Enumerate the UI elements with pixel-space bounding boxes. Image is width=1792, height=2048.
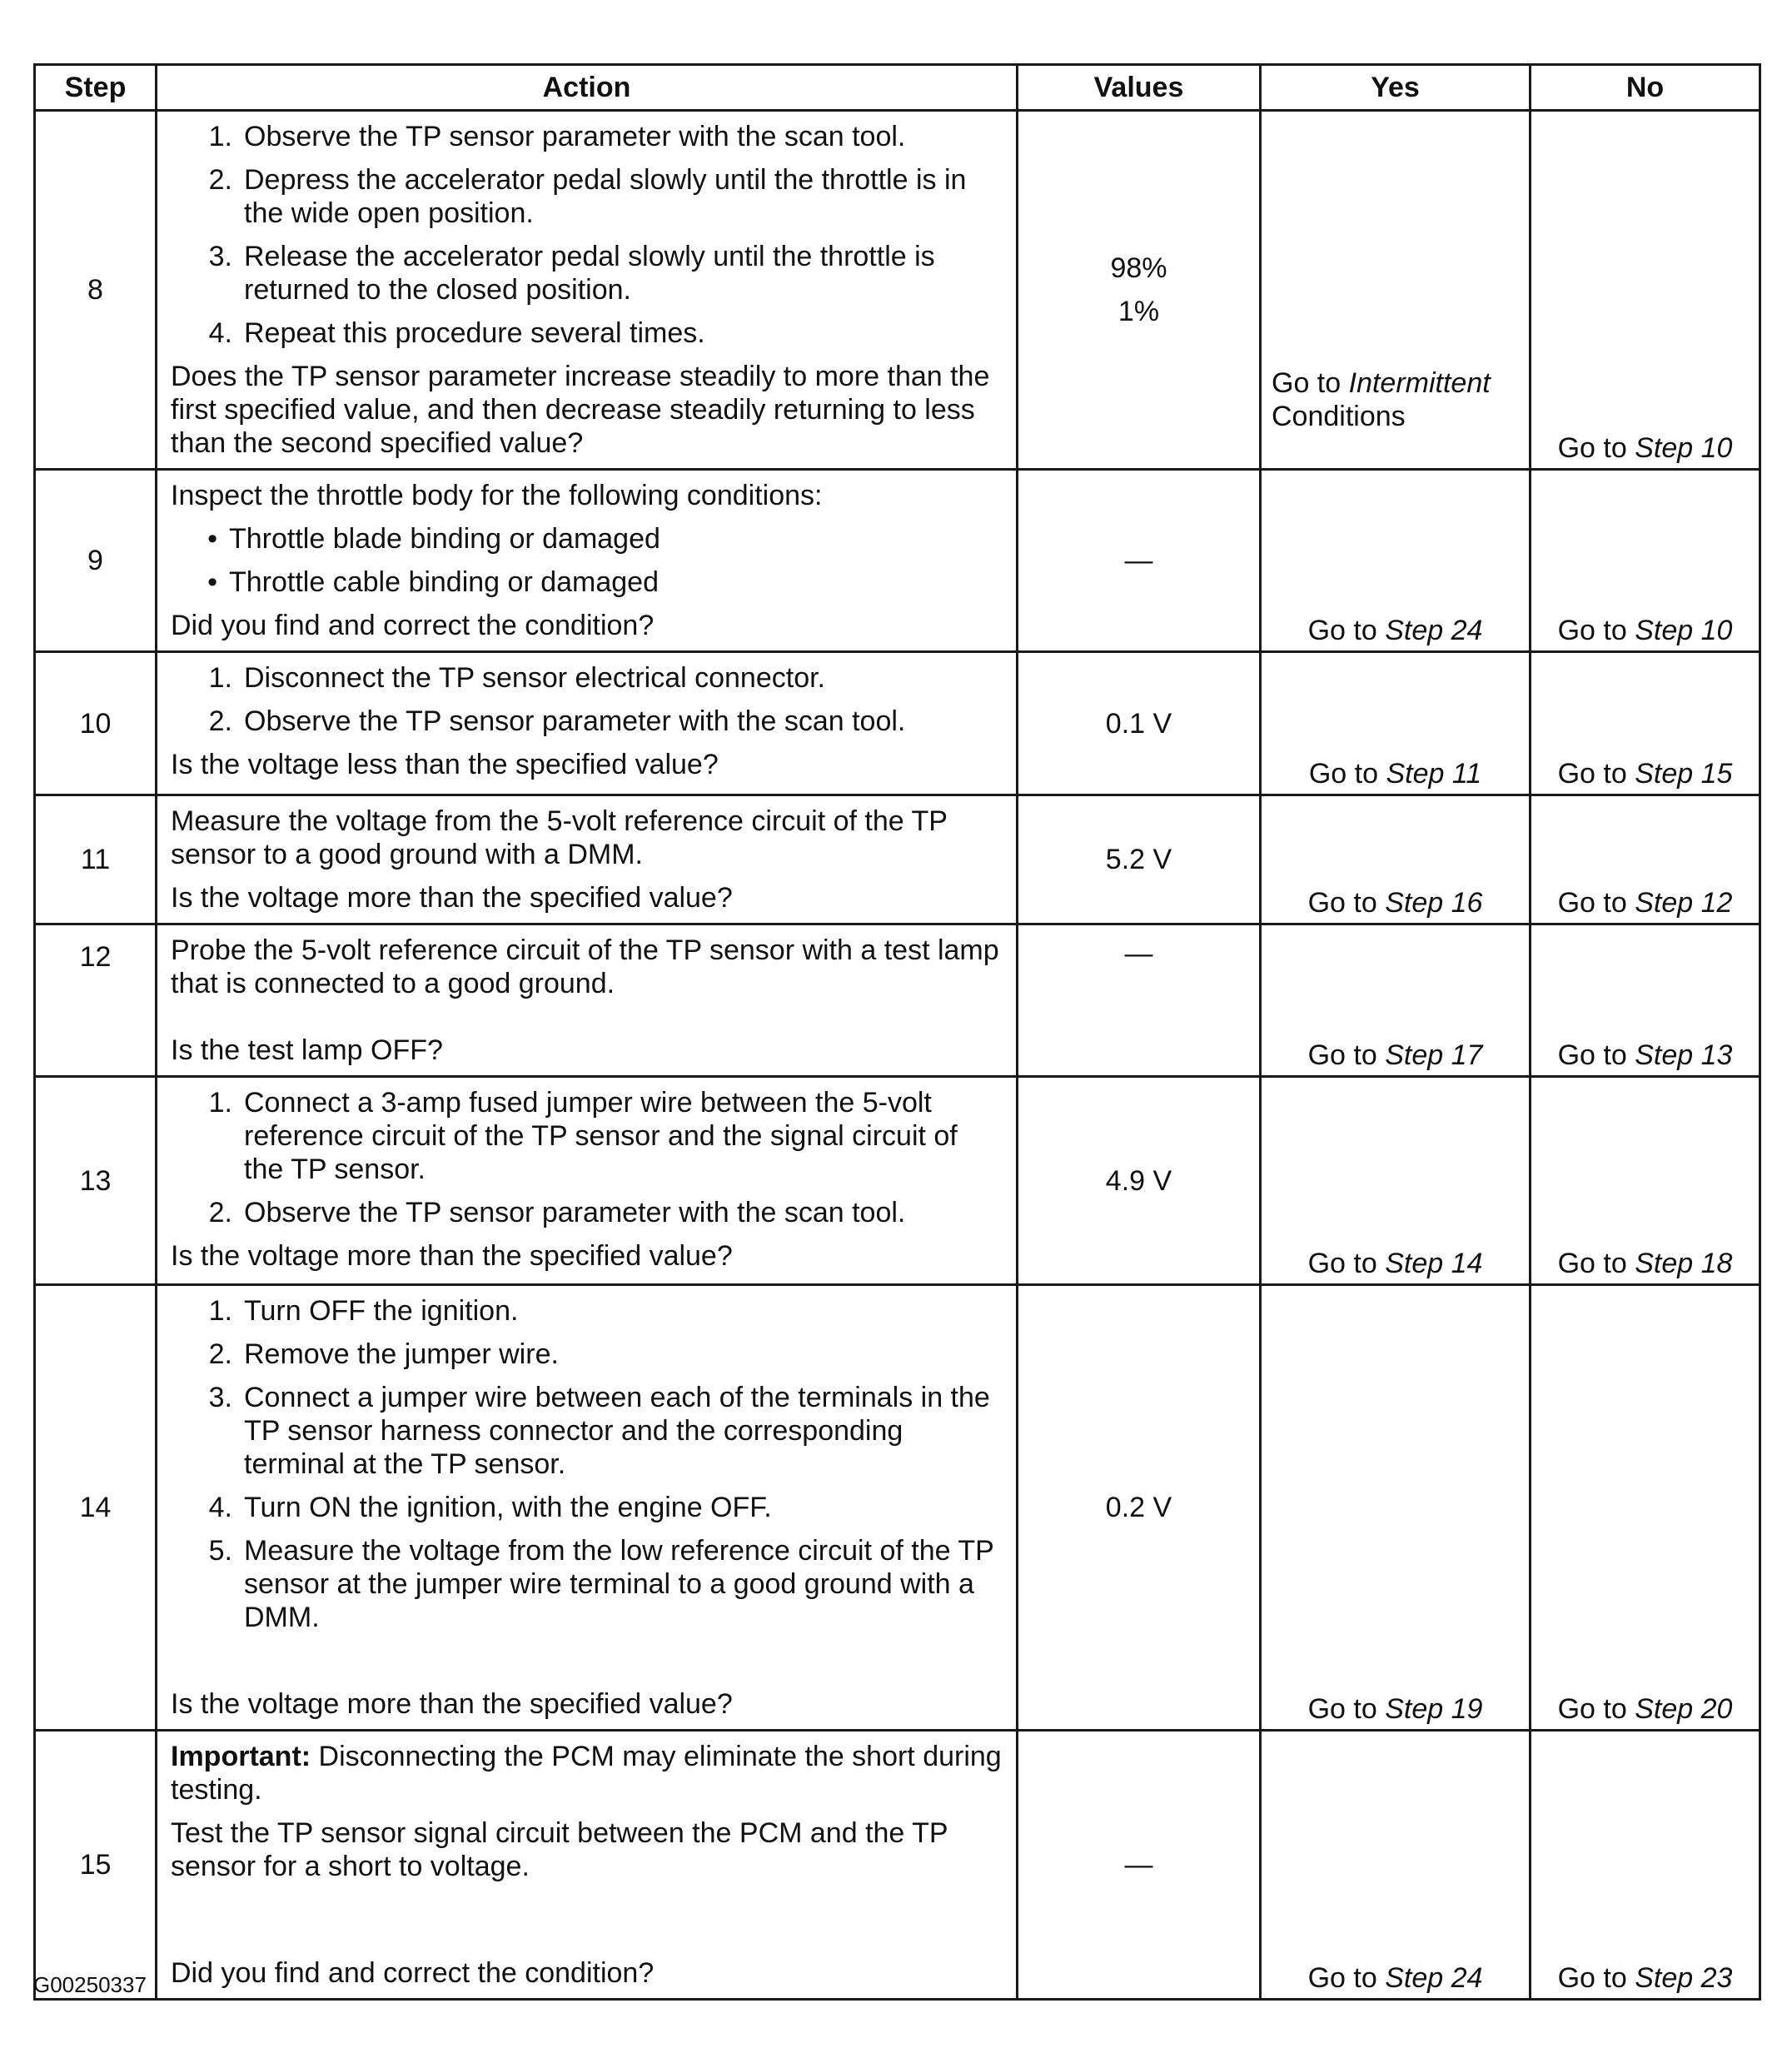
step-number: 14 [35,1285,157,1731]
list-item: 2. Observe the TP sensor parameter with the scan tool. [208,705,906,737]
instruction-text: Test the TP sensor signal circuit between the PCM and the TP sensor for a short to voltage. [171,1817,948,1882]
step-number: 13 [35,1077,157,1285]
procedure-list [171,661,1004,738]
list-item: • Throttle blade binding or damaged [171,522,1004,556]
link-step: Step 20 [1635,1693,1733,1725]
header-values: Values [1018,65,1261,111]
yes-cell: Go to Step 16 [1261,795,1531,924]
action-cell [157,924,1018,1077]
instruction-text: Measure the voltage from the 5-volt reference circuit of the TP sensor to a good ground with a DMM. [171,805,948,870]
link-step: Step 23 [1635,1962,1733,1994]
yes-cell: Go to Step 11 [1261,652,1531,795]
action-cell [157,1285,1018,1731]
intro-text: Inspect the throttle body for the following conditions: [171,480,823,511]
no-cell: Go to Step 20 [1531,1285,1760,1731]
yes-cell: Go to Step 17 [1261,924,1531,1077]
table-row [35,652,1760,795]
step-number: 15 [35,1731,157,2000]
table-row [35,1731,1760,2000]
table-row [35,924,1760,1077]
values-cell: — [1018,924,1261,1077]
question-text: Did you find and correct the condition? [171,1957,655,1989]
list-item: 2. Remove the jumper wire. [208,1338,559,1370]
link-step: Step 15 [1635,758,1733,790]
link-step: Step 13 [1635,1039,1733,1071]
action-cell [157,795,1018,924]
procedure-list [171,120,1004,350]
figure-code: G00250337 [33,1972,147,1997]
value-upper: 98% [1110,252,1167,284]
step-number: 8 [35,111,157,470]
no-cell: Go to Step 13 [1531,924,1760,1077]
list-item: 1. Disconnect the TP sensor electrical connector. [208,662,825,694]
link-step: Step 17 [1385,1039,1483,1071]
list-item: 1. Turn OFF the ignition. [208,1295,519,1327]
instruction-text: Probe the 5-volt reference circuit of the TP sensor with a test lamp that is connected to a good ground. [171,934,999,999]
question-text: Is the voltage more than the specified value? [171,1688,733,1720]
no-cell: Go to Step 12 [1531,795,1760,924]
list-item: • Throttle cable binding or damaged [171,566,1004,599]
values-cell: — [1018,470,1261,652]
action-cell [157,470,1018,652]
table-header-row [35,65,1760,111]
yes-cell: Go to Step 24 [1261,1731,1531,2000]
link-step: Step 16 [1385,887,1483,919]
no-cell: Go to Step 10 [1531,111,1760,470]
no-cell: Go to Step 23 [1531,1731,1760,2000]
question-text: Is the voltage more than the specified value? [171,1240,733,1272]
link-step: Step 10 [1635,615,1733,646]
table-row [35,111,1760,470]
list-item: 4. Turn ON the ignition, with the engine OFF. [208,1492,772,1523]
yes-cell: Go to Intermittent Conditions [1261,111,1531,470]
action-cell [157,1731,1018,2000]
condition-list [171,522,1004,599]
table-row [35,1077,1760,1285]
no-cell: Go to Step 15 [1531,652,1760,795]
step-number: 11 [35,795,157,924]
link-step: Step 18 [1635,1248,1733,1279]
action-cell [157,652,1018,795]
list-item: 2. Depress the accelerator pedal slowly until the throttle is in the wide open position. [208,164,967,229]
header-no: No [1531,65,1760,111]
header-step: Step [35,65,157,111]
no-cell: Go to Step 10 [1531,470,1760,652]
link-step: Step 24 [1385,1962,1483,1994]
table-row [35,470,1760,652]
link-step: Step 12 [1635,887,1733,919]
list-item: 4. Repeat this procedure several times. [208,317,705,349]
step-number: 9 [35,470,157,652]
values-cell: 4.9 V [1018,1077,1261,1285]
no-cell: Go to Step 18 [1531,1077,1760,1285]
diagnostic-table [33,63,1761,2001]
values-cell: 5.2 V [1018,795,1261,924]
value-lower: 1% [1118,296,1160,327]
values-cell: 0.2 V [1018,1285,1261,1731]
link-step: Step 19 [1385,1693,1483,1725]
question-text: Is the voltage less than the specified value? [171,749,719,780]
link-step: Step 10 [1635,432,1733,464]
table-row [35,1285,1760,1731]
step-number: 10 [35,652,157,795]
values-cell: — [1018,1731,1261,2000]
yes-cell: Go to Step 14 [1261,1077,1531,1285]
list-item: 1. Observe the TP sensor parameter with the scan tool. [208,121,906,152]
important-label: Important: [171,1741,311,1772]
question-text: Is the voltage more than the specified value? [171,882,733,914]
question-text: Is the test lamp OFF? [171,1034,443,1066]
action-cell [157,111,1018,470]
list-item: 5. Measure the voltage from the low reference circuit of the TP sensor at the jumper wire terminal to a good ground with a DMM. [208,1535,994,1633]
link-step: Step 14 [1385,1248,1483,1279]
bullet-icon: • [207,566,217,598]
header-yes: Yes [1261,65,1531,111]
question-text: Does the TP sensor parameter increase steadily to more than the first specified value, and then decrease steadily returning to less than the second specified value? [171,361,990,459]
bullet-icon: • [207,523,217,555]
link-step: Step 24 [1385,615,1483,646]
table-row [35,795,1760,924]
link-intermittent: Intermittent [1348,367,1491,399]
list-item: 3. Release the accelerator pedal slowly until the throttle is returned to the closed position. [208,241,935,306]
header-action: Action [157,65,1018,111]
action-cell [157,1077,1018,1285]
yes-cell: Go to Step 19 [1261,1285,1531,1731]
list-item: 3. Connect a jumper wire between each of the terminals in the TP sensor harness connector and the corresponding terminal at the TP sensor. [208,1382,990,1480]
step-number: 12 [35,924,157,1077]
question-text: Did you find and correct the condition? [171,610,655,641]
link-step: Step 11 [1386,758,1482,790]
list-item: 2. Observe the TP sensor parameter with the scan tool. [208,1197,906,1228]
list-item: 1. Connect a 3-amp fused jumper wire between the 5-volt reference circuit of the TP sensor and the signal circuit of the TP sensor. [208,1087,958,1185]
values-cell: 0.1 V [1018,652,1261,795]
values-cell [1018,111,1261,470]
important-note: Important: Disconnecting the PCM may eliminate the short during testing. [171,1741,1002,1806]
procedure-list [171,1294,1004,1634]
yes-cell: Go to Step 24 [1261,470,1531,652]
procedure-list [171,1086,1004,1229]
